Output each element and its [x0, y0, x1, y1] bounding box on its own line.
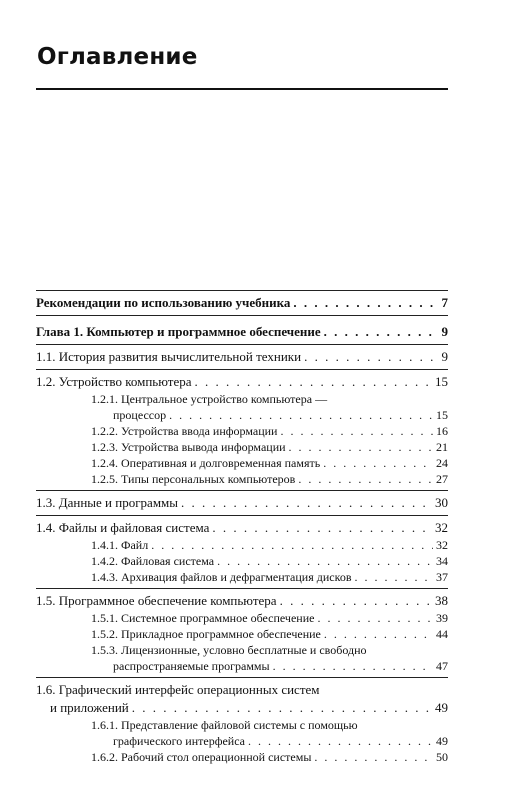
toc-page: 21 — [436, 440, 448, 454]
toc-entry-1-4-3[interactable] — [91, 569, 448, 585]
leader-dots — [323, 455, 433, 471]
toc-label-line2: распространяемые программы — [113, 659, 270, 673]
toc-page: 16 — [436, 424, 448, 438]
leader-dots — [314, 749, 433, 765]
toc-label: 1.2.4. Оперативная и долговременная память — [91, 456, 321, 470]
subsection-list — [36, 610, 448, 674]
toc-label-line1: 1.6. Графический интерфейс операционных систем — [36, 682, 320, 697]
toc-page: 9 — [441, 349, 448, 364]
toc-page: 49 — [435, 700, 448, 715]
toc-page: 44 — [436, 627, 448, 641]
leader-dots — [151, 537, 433, 553]
toc-entry-1-2-2[interactable] — [91, 423, 448, 439]
toc-page: 47 — [436, 659, 448, 673]
toc-page: 30 — [435, 495, 448, 510]
toc-entry-chapter-1[interactable] — [36, 323, 448, 341]
leader-dots — [293, 294, 438, 312]
toc-label: 1.6.2. Рабочий стол операционной системы — [91, 750, 312, 764]
leader-dots — [280, 592, 432, 610]
toc-label: 1.2.3. Устройства вывода информации — [91, 440, 286, 454]
toc-page: 9 — [441, 324, 448, 339]
toc-label-line1: 1.5.3. Лицензионные, условно бесплатные и свободно — [91, 643, 367, 657]
leader-dots — [217, 553, 433, 569]
toc-entry-1-1[interactable] — [36, 348, 448, 366]
toc-page: 37 — [436, 570, 448, 584]
leader-dots — [248, 733, 433, 749]
toc-label: 1.4.2. Файловая система — [91, 554, 215, 568]
toc-label-line2: процессор — [113, 408, 167, 422]
separator — [36, 290, 448, 291]
toc-entry-recommendations[interactable] — [36, 294, 448, 312]
separator — [36, 677, 448, 678]
leader-dots — [195, 373, 433, 391]
toc-page: 15 — [436, 408, 448, 422]
leader-dots — [132, 699, 432, 717]
leader-dots — [355, 569, 434, 585]
toc-label: Глава 1. Компьютер и программное обеспечение — [36, 324, 321, 339]
leader-dots — [298, 471, 433, 487]
separator — [36, 369, 448, 370]
toc-label: 1.1. История развития вычислительной техники — [36, 349, 302, 364]
toc-entry-1-2-4[interactable] — [91, 455, 448, 471]
toc-page: 32 — [435, 520, 448, 535]
toc-label: 1.5. Программное обеспечение компьютера — [36, 593, 277, 608]
toc-label-line1: 1.6.1. Представление файловой системы с помощью — [91, 718, 358, 732]
separator — [36, 588, 448, 589]
leader-dots — [212, 519, 432, 537]
title-rule — [36, 88, 448, 90]
toc-label-line1: 1.2.1. Центральное устройство компьютера — — [91, 392, 328, 406]
toc-entry-1-6-1[interactable] — [91, 717, 448, 749]
leader-dots — [273, 658, 433, 674]
toc-entry-1-3[interactable] — [36, 494, 448, 512]
toc-label: 1.2. Устройство компьютера — [36, 374, 192, 389]
toc-label: 1.5.2. Прикладное программное обеспечение — [91, 627, 321, 641]
leader-dots — [324, 626, 433, 642]
toc-entry-1-2-5[interactable] — [91, 471, 448, 487]
toc-entry-1-5-2[interactable] — [91, 626, 448, 642]
subsection-list — [36, 537, 448, 585]
toc-entry-1-5-1[interactable] — [91, 610, 448, 626]
toc-label: 1.2.2. Устройства ввода информации — [91, 424, 278, 438]
separator — [36, 344, 448, 345]
toc-entry-1-6[interactable] — [36, 681, 448, 717]
leader-dots — [169, 407, 433, 423]
page-title: Оглавление — [37, 44, 198, 70]
toc-page: 49 — [436, 734, 448, 748]
toc-entry-1-4-2[interactable] — [91, 553, 448, 569]
toc-page: 32 — [436, 538, 448, 552]
leader-dots — [317, 610, 433, 626]
toc-entry-1-2-1[interactable] — [91, 391, 448, 423]
leader-dots — [324, 323, 439, 341]
leader-dots — [304, 348, 438, 366]
toc-label: Рекомендации по использованию учебника — [36, 295, 291, 310]
leader-dots — [280, 423, 433, 439]
separator — [36, 315, 448, 316]
table-of-contents — [36, 287, 448, 765]
toc-entry-1-2-3[interactable] — [91, 439, 448, 455]
toc-label: 1.4.3. Архивация файлов и дефрагментация дисков — [91, 570, 352, 584]
toc-entry-1-6-2[interactable] — [91, 749, 448, 765]
toc-page: 38 — [435, 593, 448, 608]
toc-page: 7 — [441, 295, 448, 310]
toc-entry-1-5[interactable] — [36, 592, 448, 610]
toc-label: 1.4.1. Файл — [91, 538, 149, 552]
leader-dots — [289, 439, 433, 455]
separator — [36, 490, 448, 491]
toc-page: 15 — [435, 374, 448, 389]
toc-label: 1.3. Данные и программы — [36, 495, 179, 510]
separator — [36, 515, 448, 516]
toc-label-line2: графического интерфейса — [113, 734, 246, 748]
toc-page: 50 — [436, 750, 448, 764]
toc-entry-1-2[interactable] — [36, 373, 448, 391]
leader-dots — [181, 494, 432, 512]
subsection-list — [36, 391, 448, 487]
toc-label: 1.4. Файлы и файловая система — [36, 520, 210, 535]
toc-label: 1.2.5. Типы персональных компьютеров — [91, 472, 296, 486]
toc-page: 27 — [436, 472, 448, 486]
toc-entry-1-4[interactable] — [36, 519, 448, 537]
toc-entry-1-4-1[interactable] — [91, 537, 448, 553]
toc-page: 24 — [436, 456, 448, 470]
subsection-list — [36, 717, 448, 765]
toc-entry-1-5-3[interactable] — [91, 642, 448, 674]
toc-page: 34 — [436, 554, 448, 568]
toc-label: 1.5.1. Системное программное обеспечение — [91, 611, 315, 625]
toc-label-line2: и приложений — [50, 700, 129, 715]
toc-page: 39 — [436, 611, 448, 625]
